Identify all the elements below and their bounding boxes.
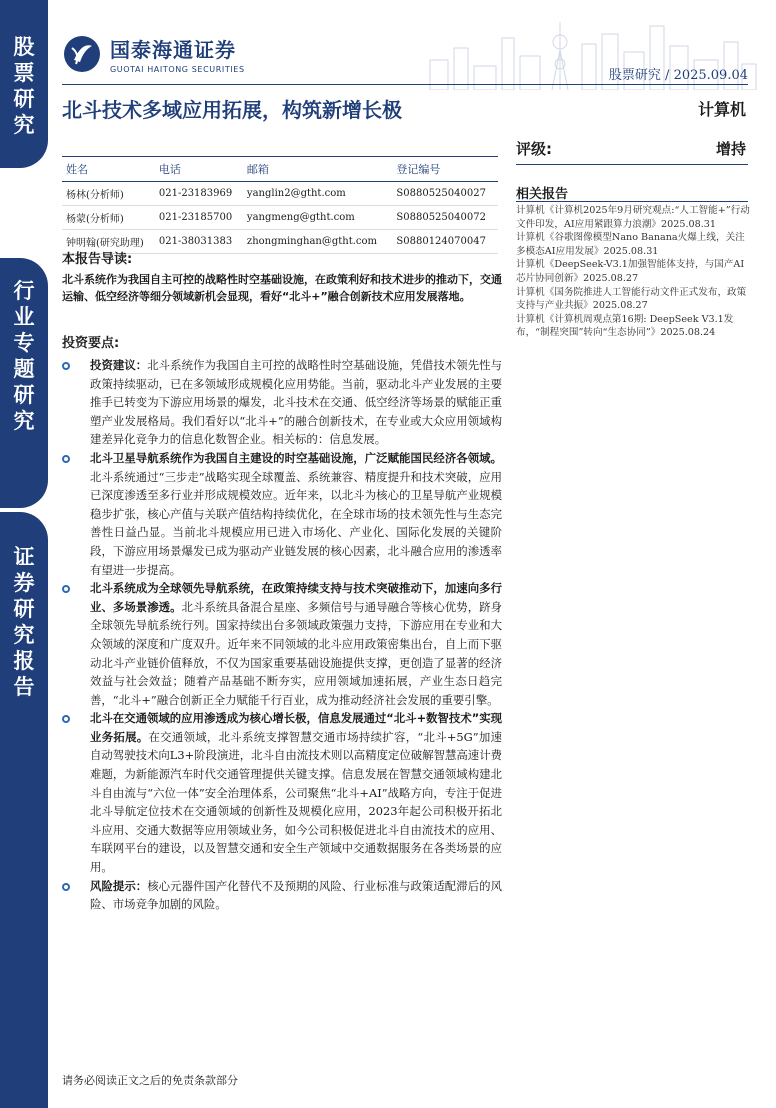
sidebar-char: 股 [13, 35, 35, 59]
analyst-reg-no: S0880525040072 [392, 206, 498, 230]
bullet-lead: 北斗系统成为全球领先导航系统，在政策持续支持与技术突破推动下，加速向多行业、多场景渗透。 [90, 581, 502, 614]
sidebar-char: 票 [13, 61, 35, 85]
sidebar-char: 究 [13, 113, 35, 137]
analyst-table-header [62, 157, 498, 182]
industry-label: 计算机 [697, 100, 746, 119]
analyst-reg-no: S0880124070047 [392, 230, 498, 254]
col-phone-header: 电话 [155, 157, 243, 182]
related-reports-divider [516, 201, 748, 202]
bullet-text: 北斗系统作为我国自主可控的战略性时空基础设施，凭借技术领先性与政策持续驱动，已在多领域形成规模化应用势能。当前，驱动北斗产业发展的主要推手已转变为下游应用场景的爆发，北斗技术在交通、低空经济等场景的赋能正重塑产业发展格局。我们看好以“北斗+”的融合创新技术，在专业或大众应用领域构建差异化竞争力的信息化数智企业。相关标的：信息发展。 [90, 358, 502, 447]
sidebar-char: 研 [13, 597, 35, 621]
rating-box [516, 138, 746, 159]
key-points-title: 投资要点: [62, 336, 120, 351]
related-report-item[interactable]: 计算机《谷歌图像模型Nano Banana火爆上线，关注多模态AI应用发展》2025.08.31 [516, 232, 745, 257]
list-item [62, 356, 502, 449]
sidebar-char: 研 [13, 87, 35, 111]
analyst-reg-no: S0880525040027 [392, 182, 498, 206]
list-item [62, 449, 502, 579]
analyst-name: 钟明翰(研究助理) [62, 230, 155, 254]
analyst-phone: 021-23185700 [155, 206, 243, 230]
sidebar-char: 报 [13, 649, 35, 673]
header-divider [62, 84, 748, 85]
bullet-lead: 北斗卫星导航系统作为我国自主建设的时空基础设施，广泛赋能国民经济各领域。 [90, 450, 502, 465]
analyst-phone: 021-23183969 [155, 182, 243, 206]
sidebar-char: 告 [13, 675, 35, 699]
bullet-text: 在交通领域，北斗系统支撑智慧交通市场持续扩容，“北斗+5G”加速自动驾驶技术向L3+阶段演进，北斗自由流技术则以高精度定位破解智慧高速计费难题，为新能源汽车时代交通管理提供关键支撑。信息发展在智慧交通领域构建北斗自由流与“六位一体”安全治理体系，公司聚焦“北斗+AI”战略方向，专注于促进北斗导航定位技术在交通领域的创新性及规模化应用，2023年起公司积极开拓北斗应用、交通大数据等应用领域业务，如今公司积极促进北斗自由流技术的应用、车联网平台的建设，以及智慧交通和安全生产领域中交通数据服务在各类场景的应用。 [90, 729, 502, 875]
key-points-list [62, 356, 502, 914]
bullet-lead: 风险提示： [90, 878, 148, 893]
logo-english-name: GUOTAI HAITONG SECURITIES [110, 65, 245, 74]
rating-divider [516, 164, 748, 165]
left-sidebar [0, 0, 48, 1108]
sidebar-char: 究 [13, 409, 35, 433]
analyst-phone: 021-38031383 [155, 230, 243, 254]
footer-disclaimer: 请务必阅读正文之后的免责条款部分 [62, 1074, 238, 1087]
analyst-name: 杨林(分析师) [62, 182, 155, 206]
bullet-circle-icon [62, 883, 70, 891]
list-item [62, 877, 502, 914]
bullet-lead: 北斗在交通领域的应用渗透成为核心增长极，信息发展通过“北斗+数智技术”实现业务拓展。 [90, 711, 502, 744]
analyst-name: 杨蒙(分析师) [62, 206, 155, 230]
col-email-header: 邮箱 [243, 157, 392, 182]
sidebar-char: 券 [13, 571, 35, 595]
related-reports-title: 相关报告 [516, 187, 569, 202]
list-item [62, 709, 502, 876]
related-reports-list [516, 204, 750, 340]
analyst-email[interactable]: yanglin2@gtht.com [243, 182, 392, 206]
analyst-email[interactable]: yangmeng@gtht.com [243, 206, 392, 230]
sidebar-char: 题 [13, 357, 35, 381]
bullet-text: 北斗系统通过“三步走”战略实现全球覆盖、系统兼容、精度提升和技术突破，应用已深度渗透至多行业并形成规模效应。近年来，以北斗为核心的卫星导航产业规模稳步扩张，核心产值与关联产值结构持续优化，在全球市场的技术领先性与生态完善性日益凸显。当前北斗规模应用已进入市场化、产业化、国际化发展的关键阶段，下游应用场景爆发已成为驱动产业链发展的核心因素，北斗融合应用的渗透率有望进一步提高。 [90, 469, 502, 577]
list-item [62, 579, 502, 709]
sidebar-char: 研 [13, 383, 35, 407]
sidebar-char: 证 [13, 545, 35, 569]
bullet-circle-icon [62, 585, 70, 593]
sidebar-char: 究 [13, 623, 35, 647]
bullet-lead: 投资建议： [90, 358, 148, 372]
rating-value: 增持 [715, 140, 746, 158]
header-meta: 股票研究 / 2025.09.04 [608, 68, 748, 83]
logo-chinese-name: 国泰海通证券 [110, 38, 236, 62]
sidebar-char: 业 [13, 305, 35, 329]
col-name-header: 姓名 [62, 157, 155, 182]
report-title: 北斗技术多域应用拓展，构筑新增长极 [62, 98, 402, 122]
company-logo [62, 34, 245, 74]
sidebar-block-industry-topic [0, 258, 48, 508]
related-report-item[interactable]: 计算机《DeepSeek-V3.1加强智能体支持，与国产AI芯片协同创新》2025.08.27 [516, 259, 745, 284]
analyst-table [62, 156, 498, 254]
table-row [62, 182, 498, 206]
bullet-text: 北斗系统具备混合星座、多频信号与通导融合等核心优势，跻身全球领先导航系统行列。国家持续出台多领域政策强力支持，下游应用在专业和大众领域的深度和广度双升。近年来不同领域的北斗应用政策密集出台，自上而下驱动北斗产业链价值释放，不仅为国家重要基础设施提供支撑，更创造了显著的经济效益与社会效益；随着产品基础不断夯实，应用领域加速拓展，产业生态日趋完善，“北斗+”融合创新正全力赋能千行百业，成为推动经济社会发展的重要引擎。 [90, 599, 502, 707]
table-row [62, 206, 498, 230]
rating-label: 评级: [516, 140, 552, 158]
related-report-item[interactable]: 计算机《国务院推进人工智能行动文件正式发布，政策支持与产业共振》2025.08.27 [516, 286, 747, 312]
logo-mark-icon [62, 34, 102, 74]
bullet-text: 核心元器件国产化替代不及预期的风险、行业标准与政策适配滞后的风险、市场竞争加剧的风险。 [90, 878, 502, 912]
sidebar-char: 行 [13, 279, 35, 303]
sidebar-char: 专 [13, 331, 35, 355]
bullet-circle-icon [62, 455, 70, 463]
bullet-circle-icon [62, 715, 70, 723]
related-report-item[interactable]: 计算机《计算机2025年9月研究观点:“人工智能+”行动文件印发，AI应用紧跟算力浪潮》2025.08.31 [516, 205, 750, 230]
sidebar-block-stock-research [0, 0, 48, 168]
guide-text: 北斗系统作为我国自主可控的战略性时空基础设施，在政策利好和技术进步的推动下，交通运输、低空经济等细分领域新机会显现，看好“北斗+”融合创新技术应用发展落地。 [62, 273, 502, 303]
guide-title: 本报告导读: [62, 252, 133, 267]
analyst-email[interactable]: zhongminghan@gtht.com [243, 230, 392, 254]
sidebar-block-securities-report [0, 512, 48, 1108]
related-report-item[interactable]: 计算机《计算机周观点第16期: DeepSeek V3.1发布，“制程突围”转向“生态协同”》2025.08.24 [516, 313, 734, 339]
bullet-circle-icon [62, 362, 70, 370]
col-reg-header: 登记编号 [392, 157, 498, 182]
